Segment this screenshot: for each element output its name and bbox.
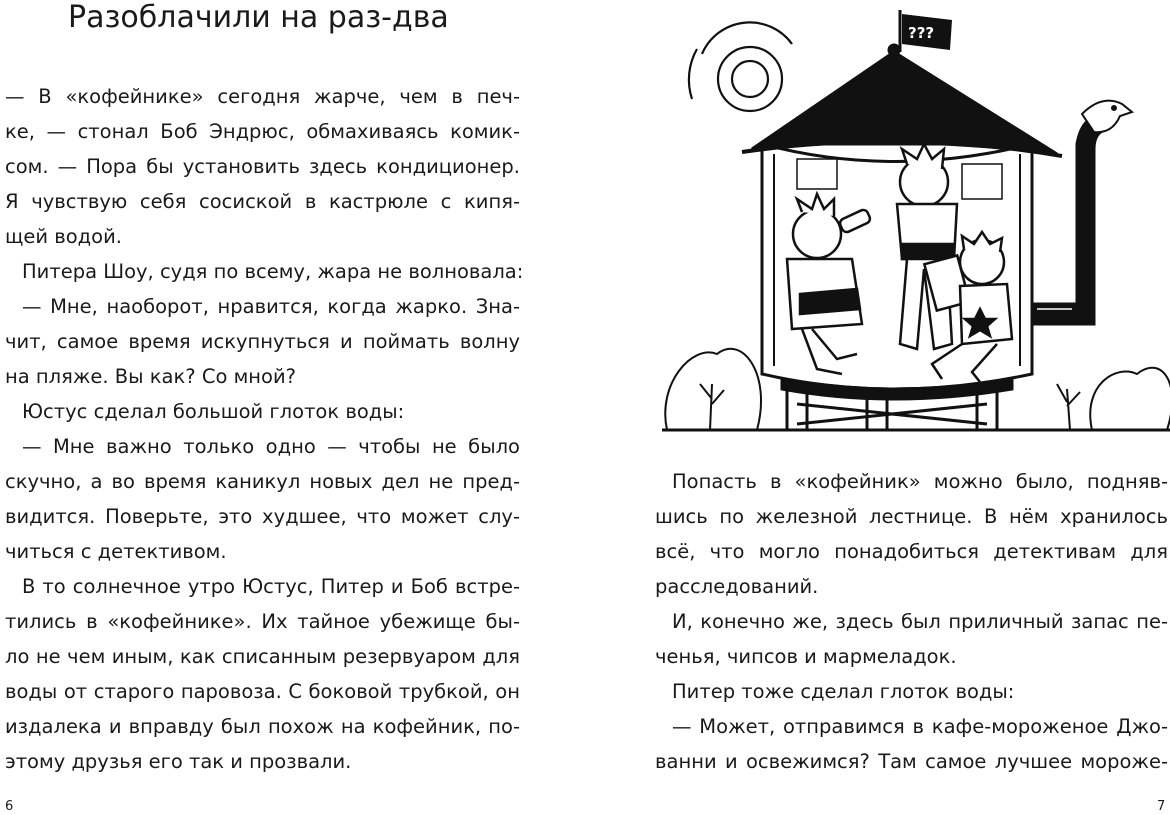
illustration: [662, 4, 1170, 434]
text-line: тились в «кофейнике». Их тайное убежище бы-: [5, 610, 520, 633]
text-line: ке, — стонал Боб Эндрюс, обмахиваясь комик-: [5, 120, 520, 143]
text-line: чит, самое время искупнуться и поймать волну: [5, 330, 520, 353]
text-line: скучно, а во время каникул новых дел не пред-: [5, 470, 520, 493]
text-line: В то солнечное утро Юстус, Питер и Боб встре-: [22, 575, 520, 598]
chapter-title: Разоблачили на раз-два: [68, 0, 449, 35]
text-line: сом. — Пора бы установить здесь кондиционер.: [5, 155, 520, 178]
text-line: Питер тоже сделал глоток воды:: [672, 680, 1015, 703]
text-line: — Может, отправимся в кафе-мороженое Джо-: [672, 715, 1168, 738]
text-line: издалека и вправду был похож на кофейник, по-: [5, 715, 520, 738]
text-line: ванни и освежимся? Там самое лучшее мороже-: [655, 750, 1168, 773]
text-line: — Мне, наоборот, нравится, когда жарко. Зна-: [22, 295, 520, 318]
text-line: ченья, чипсов и мармеладок.: [655, 645, 957, 668]
page-number-right: 7: [1157, 799, 1166, 814]
text-line: — Мне важно только одно — чтобы не было: [22, 435, 520, 458]
text-line: ло не чем иным, как списанным резервуаром для: [5, 645, 520, 668]
flag-text: ???: [908, 24, 935, 42]
text-line: Я чувствую себя сосиской в кастрюле с кипя-: [5, 190, 520, 213]
text-line: И, конечно же, здесь был приличный запас пе-: [672, 610, 1168, 633]
text-line: читься с детективом.: [5, 540, 227, 563]
text-line: щей водой.: [5, 225, 122, 248]
text-line: воды от старого паровоза. С боковой трубкой, он: [5, 680, 520, 703]
text-line: всё, что могло понадобиться детективам для: [655, 540, 1168, 563]
text-line: на пляже. Вы как? Со мной?: [5, 365, 296, 388]
text-line: Юстус сделал большой глоток воды:: [22, 400, 405, 423]
text-line: шись по железной лестнице. В нём хранилось: [655, 505, 1168, 528]
text-line: — В «кофейнике» сегодня жарче, чем в печ-: [5, 85, 520, 108]
page-number-left: 6: [5, 799, 14, 814]
text-line: Питера Шоу, судя по всему, жара не волновала:: [22, 260, 524, 283]
text-line: видится. Поверьте, это худшее, что может слу-: [5, 505, 520, 528]
text-line: расследований.: [655, 575, 819, 598]
text-line: этому друзья его так и прозвали.: [5, 750, 352, 773]
text-line: Попасть в «кофейник» можно было, подняв-: [672, 470, 1168, 493]
